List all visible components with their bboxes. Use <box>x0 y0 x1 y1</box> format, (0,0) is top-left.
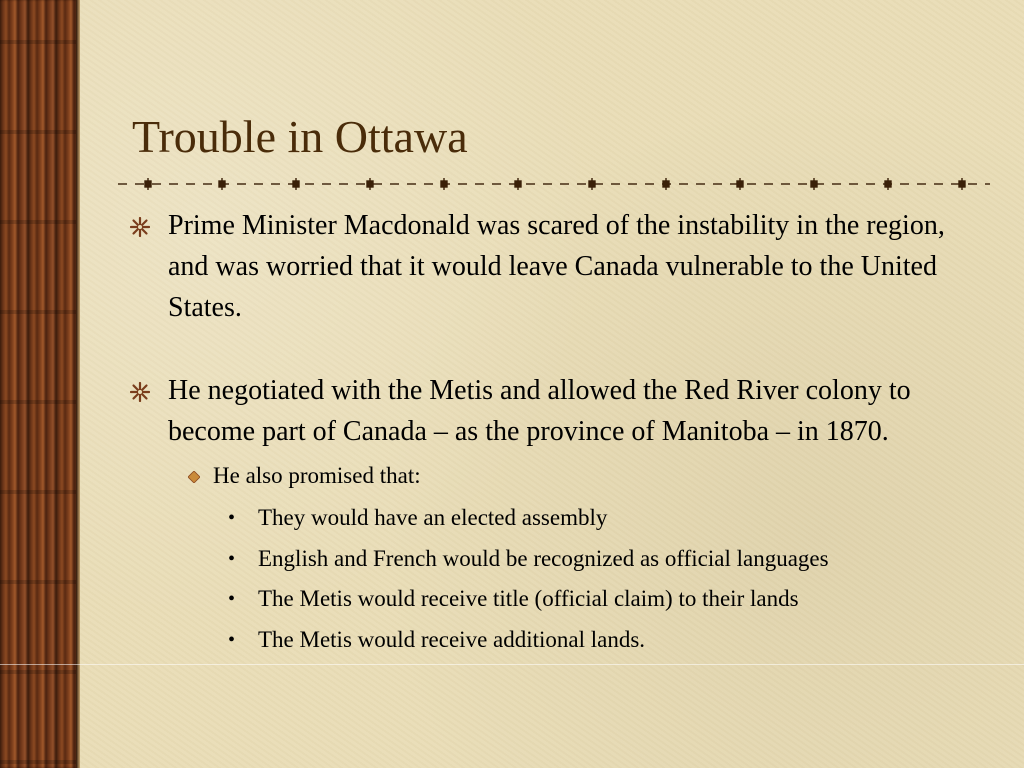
dot-icon: • <box>228 588 236 610</box>
list-item-text: The Metis would receive additional lands. <box>258 626 646 652</box>
promise-list <box>130 498 990 660</box>
list-item <box>130 498 990 539</box>
dot-icon: • <box>228 507 236 529</box>
sub-bullet-item <box>130 458 990 494</box>
slide-title: Trouble in Ottawa <box>132 111 468 162</box>
list-item <box>130 620 990 661</box>
sub-bullet-text: He also promised that: <box>213 463 421 488</box>
bullet-text-2: He negotiated with the Metis and allowed the Red River colony to become part of Canada – as the province of Manitoba – in 1870. <box>168 375 911 447</box>
horizontal-artifact-line <box>0 664 1024 665</box>
dot-icon: • <box>228 547 236 570</box>
list-item-text: English and French would be recognized as official languages <box>258 545 829 571</box>
sidebar-edge <box>76 0 80 768</box>
wood-grain-sidebar <box>0 0 78 768</box>
list-item <box>130 539 990 580</box>
asterisk-star-icon <box>130 382 150 402</box>
dot-icon: • <box>228 628 236 651</box>
asterisk-star-icon <box>130 217 150 237</box>
diamond-icon <box>188 471 200 483</box>
bullet-text-1: Prime Minister Macdonald was scared of the instability in the region, and was worried that it would leave Canada vulnerable to the United States. <box>168 210 945 323</box>
bullet-item-2 <box>130 370 990 452</box>
title-divider <box>118 178 990 190</box>
list-item-text: The Metis would receive title (official claim) to their lands <box>258 586 799 611</box>
bullet-item-1 <box>130 205 990 328</box>
list-item <box>130 579 990 620</box>
slide-content <box>130 205 990 660</box>
list-item-text: They would have an elected assembly <box>258 505 608 530</box>
